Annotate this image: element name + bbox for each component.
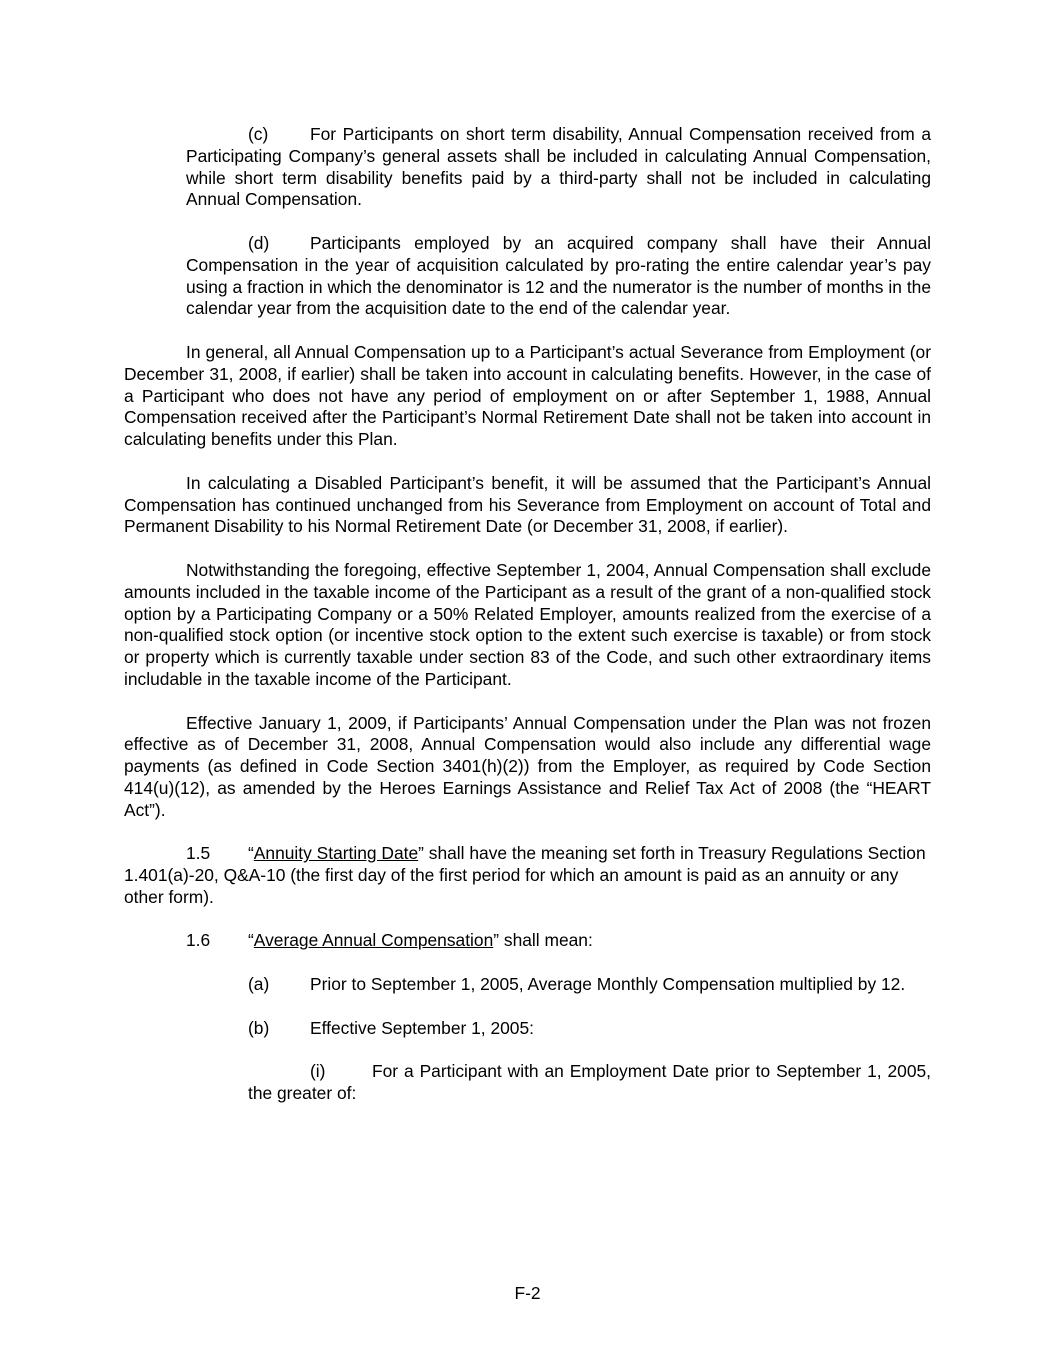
section-1-6 xyxy=(124,930,931,952)
paragraph-c xyxy=(124,124,931,211)
section-1-5-number: 1.5 xyxy=(186,843,211,864)
paragraph-a xyxy=(124,974,931,996)
section-1-6-number: 1.6 xyxy=(186,930,211,951)
paragraph-i-text: For a Participant with an Employment Date prior to September 1, 2005, the greater of: xyxy=(248,1061,931,1104)
paragraph-i-label: (i) xyxy=(310,1061,326,1082)
document-page xyxy=(124,124,931,1127)
paragraph-d-text: Participants employed by an acquired company shall have their Annual Compensation in the year of acquisition calculated by pro-rating the entire calendar year’s pay using a fraction in which the denominator is 12 and the numerator is the number of months in the calendar year from the acquisition date to the end of the calendar year. xyxy=(186,232,931,319)
paragraph-general: In general, all Annual Compensation up to a Participant’s actual Severance from Employment (or December 31, 2008, if earlier) shall be taken into account in calculating benefits. However, in the case of a Participant who does not have any period of employment on or after September 1, 1988, Annual Compensation received after the Participant’s Normal Retirement Date shall not be taken into account in calculating benefits under this Plan. xyxy=(124,341,931,450)
paragraph-d-label: (d) xyxy=(248,232,270,253)
paragraph-a-label: (a) xyxy=(248,974,270,995)
paragraph-disabled: In calculating a Disabled Participant’s benefit, it will be assumed that the Participant’s Annual Compensation has continued unchanged from his Severance from Employment on account of Total and Permanent Disability to his Normal Retirement Date (or December 31, 2008, if earlier). xyxy=(124,472,931,537)
paragraph-c-text: For Participants on short term disability, Annual Compensation received from a Participating Company’s general assets shall be included in calculating Annual Compensation, while short term disability benefits paid by a third-party shall not be included in calculating Annual Compensation. xyxy=(186,124,931,210)
paragraph-notwithstanding: Notwithstanding the foregoing, effective September 1, 2004, Annual Compensation shall exclude amounts included in the taxable income of the Participant as a result of the grant of a non-qualified stock option by a Participating Company or a 50% Related Employer, amounts realized from the exercise of a non-qualified stock option (or incentive stock option to the extent such exercise is taxable) or from stock or property which is currently taxable under section 83 of the Code, and such other extraordinary items includable in the taxable income of the Participant. xyxy=(124,559,931,689)
section-1-5-term: Annuity Starting Date xyxy=(253,843,419,864)
section-1-6-open-quote: “ xyxy=(248,930,254,951)
paragraph-b-text: Effective September 1, 2005: xyxy=(310,1017,534,1038)
section-1-5 xyxy=(124,843,931,908)
paragraph-d xyxy=(124,233,931,320)
section-1-5-text: ” shall have the meaning set forth in Treasury Regulations Section 1.401(a)-20, Q&A-10 (the first day of the first period for which an amount is paid as an annuity or any other form). xyxy=(124,843,926,907)
paragraph-b-label: (b) xyxy=(248,1017,270,1038)
section-1-6-text: ” shall mean: xyxy=(493,930,593,951)
section-1-5-open-quote: “ xyxy=(248,843,254,864)
paragraph-effective-2009: Effective January 1, 2009, if Participants’ Annual Compensation under the Plan was not frozen effective as of December 31, 2008, Annual Compensation would also include any differential wage payments (as defined in Code Section 3401(h)(2)) from the Employer, as required by Code Section 414(u)(12), as amended by the Heroes Earnings Assistance and Relief Tax Act of 2008 (the “HEART Act”). xyxy=(124,712,931,820)
paragraph-b xyxy=(124,1018,931,1040)
paragraph-i xyxy=(124,1061,931,1105)
paragraph-c-label: (c) xyxy=(248,124,269,144)
section-1-6-term: Average Annual Compensation xyxy=(253,930,494,951)
page-number: F-2 xyxy=(514,1283,541,1303)
paragraph-a-text: Prior to September 1, 2005, Average Monthly Compensation multiplied by 12. xyxy=(310,974,906,995)
